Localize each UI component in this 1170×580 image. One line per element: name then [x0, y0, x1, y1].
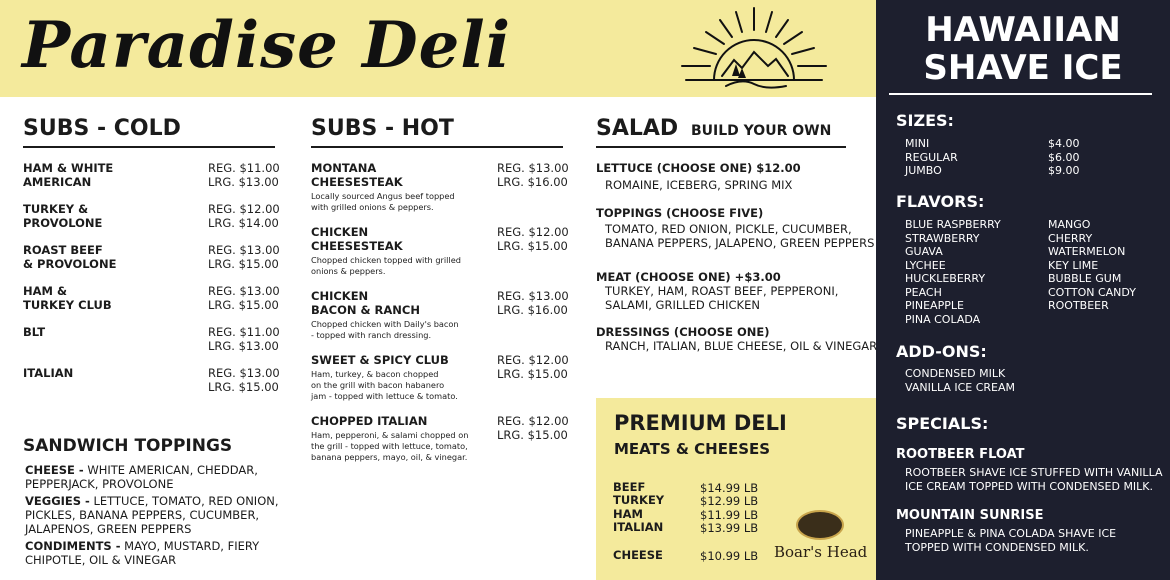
hot-item-reg-price: REG. $12.00	[497, 414, 569, 428]
cold-item-name: BLT	[23, 325, 46, 339]
salad-section-title: LETTUCE (CHOOSE ONE) $12.00	[596, 161, 801, 175]
cold-item-reg-price: REG. $11.00	[208, 325, 280, 339]
subs-cold-heading: SUBS - COLD	[23, 116, 181, 141]
deli-item-price: $11.99 LB	[700, 508, 759, 522]
specials-heading: SPECIALS:	[896, 414, 989, 433]
hot-item-name: CHOPPED ITALIAN	[311, 414, 428, 428]
hot-item-name: CHICKEN	[311, 289, 369, 303]
cold-item-lrg-price: LRG. $15.00	[208, 257, 279, 271]
salad-section-title: MEAT (CHOOSE ONE) +$3.00	[596, 270, 781, 284]
deli-item-name: TURKEY	[613, 493, 665, 507]
hot-item-reg-price: REG. $13.00	[497, 289, 569, 303]
sandwich-toppings-heading: SANDWICH TOPPINGS	[23, 436, 233, 456]
flavor-item: WATERMELON	[1048, 245, 1126, 258]
salad-section-text: ROMAINE, ICEBERG, SPRING MIX	[605, 178, 793, 192]
cold-item-reg-price: REG. $13.00	[208, 243, 280, 257]
special-name: MOUNTAIN SUNRISE	[896, 508, 1044, 523]
flavor-item: KEY LIME	[1048, 259, 1099, 272]
salad-subheading: BUILD YOUR OWN	[691, 123, 832, 139]
hot-item-description: Ham, pepperoni, & salami chopped on	[311, 430, 469, 440]
veggies-list-cont: PICKLES, BANANA PEPPERS, CUCUMBER,	[25, 508, 260, 522]
veggies-list-cont: JALAPENOS, GREEN PEPPERS	[25, 522, 192, 536]
flavor-item: HUCKLEBERRY	[905, 272, 986, 285]
hot-item-lrg-price: LRG. $16.00	[497, 303, 568, 317]
addon-item: VANILLA ICE CREAM	[905, 381, 1016, 394]
hot-item-description: on the grill with bacon habanero	[311, 380, 445, 390]
special-name: ROOTBEER FLOAT	[896, 447, 1025, 462]
hot-item-name: BACON & RANCH	[311, 303, 420, 317]
cold-item-reg-price: REG. $13.00	[208, 284, 280, 298]
cold-item-reg-price: REG. $12.00	[208, 202, 280, 216]
hot-item-reg-price: REG. $12.00	[497, 225, 569, 239]
special-description: PINEAPPLE & PINA COLADA SHAVE ICE	[905, 527, 1117, 540]
flavor-item: BLUE RASPBERRY	[905, 218, 1001, 231]
shave-ice-divider	[889, 93, 1152, 95]
hot-item-description: the grill - topped with lettuce, tomato,	[311, 441, 468, 451]
size-name: JUMBO	[905, 164, 942, 177]
size-price: $6.00	[1048, 151, 1080, 164]
hot-item-reg-price: REG. $12.00	[497, 353, 569, 367]
cold-item-lrg-price: LRG. $14.00	[208, 216, 279, 230]
salad-section-title: DRESSINGS (CHOOSE ONE)	[596, 325, 770, 339]
hot-item-name: SWEET & SPICY CLUB	[311, 353, 449, 367]
deli-item-name: ITALIAN	[613, 520, 664, 534]
cold-item-name: TURKEY CLUB	[23, 298, 112, 312]
hot-item-description: Chopped chicken topped with grilled	[311, 255, 461, 265]
flavor-item: STRAWBERRY	[905, 232, 980, 245]
cold-item-name: HAM & WHITE	[23, 161, 114, 175]
deli-item-name: HAM	[613, 507, 643, 521]
cold-item-lrg-price: LRG. $13.00	[208, 339, 279, 353]
hot-item-description: Ham, turkey, & bacon chopped	[311, 369, 439, 379]
hot-item-lrg-price: LRG. $16.00	[497, 175, 568, 189]
flavor-item: PEACH	[905, 286, 942, 299]
hot-item-name: CHEESESTEAK	[311, 239, 403, 253]
special-description: ROOTBEER SHAVE ICE STUFFED WITH VANILLA	[905, 466, 1163, 479]
flavor-item: LYCHEE	[905, 259, 946, 272]
condiments-list-cont: CHIPOTLE, OIL & VINEGAR	[25, 553, 177, 567]
special-description: ICE CREAM TOPPED WITH CONDENSED MILK.	[905, 480, 1154, 493]
cold-item-name: ROAST BEEF	[23, 243, 103, 257]
condiments-label: CONDIMENTS -	[25, 539, 121, 553]
veggies-toppings	[25, 494, 279, 508]
cold-item-name: AMERICAN	[23, 175, 92, 189]
hot-item-name: CHEESESTEAK	[311, 175, 403, 189]
hot-item-description: Locally sourced Angus beef topped	[311, 191, 455, 201]
cold-item-reg-price: REG. $13.00	[208, 366, 280, 380]
deli-item-price: $12.99 LB	[700, 494, 759, 508]
subs-cold-divider	[23, 146, 275, 148]
addons-heading: ADD-ONS:	[896, 342, 987, 361]
addon-item: CONDENSED MILK	[905, 367, 1006, 380]
veggies-label: VEGGIES -	[25, 494, 90, 508]
flavor-item: CHERRY	[1048, 232, 1093, 245]
flavor-item: GUAVA	[905, 245, 943, 258]
flavor-item: COTTON CANDY	[1048, 286, 1136, 299]
size-name: MINI	[905, 137, 930, 150]
cold-item-name: TURKEY &	[23, 202, 89, 216]
special-description: TOPPED WITH CONDENSED MILK.	[905, 541, 1089, 554]
hot-item-reg-price: REG. $13.00	[497, 161, 569, 175]
cheese-list: WHITE AMERICAN, CHEDDAR,	[83, 463, 258, 477]
hot-item-name: CHICKEN	[311, 225, 369, 239]
cheese-label: CHEESE -	[25, 463, 84, 477]
cold-item-name: ITALIAN	[23, 366, 74, 380]
cheese-list-cont: PEPPERJACK, PROVOLONE	[25, 477, 174, 491]
cold-item-name: HAM &	[23, 284, 68, 298]
sizes-heading: SIZES:	[896, 111, 954, 130]
hot-item-description: Chopped chicken with Daily's bacon	[311, 319, 459, 329]
salad-section-title: TOPPINGS (CHOOSE FIVE)	[596, 206, 764, 220]
deli-item-name: CHEESE	[613, 548, 663, 562]
salad-section-text: TURKEY, HAM, ROAST BEEF, PEPPERONI,	[605, 284, 839, 298]
salad-heading: SALAD	[596, 116, 679, 141]
hot-item-name: MONTANA	[311, 161, 377, 175]
cheese-toppings	[25, 463, 258, 477]
boars-head-logo-icon	[796, 510, 844, 540]
shave-ice-title: HAWAIIAN	[925, 10, 1121, 50]
cold-item-reg-price: REG. $11.00	[208, 161, 280, 175]
condiments-toppings	[25, 539, 259, 553]
premium-deli-heading: PREMIUM DELI	[614, 411, 787, 435]
cold-item-name: & PROVOLONE	[23, 257, 117, 271]
salad-section-text: RANCH, ITALIAN, BLUE CHEESE, OIL & VINEGAR	[605, 339, 878, 353]
deli-item-price: $14.99 LB	[700, 481, 759, 495]
hot-item-lrg-price: LRG. $15.00	[497, 239, 568, 253]
subs-hot-heading: SUBS - HOT	[311, 116, 454, 141]
boars-head-brand: Boar's Head	[774, 543, 868, 561]
page-title: Paradise Deli	[22, 8, 511, 83]
hot-item-description: with grilled onions & peppers.	[311, 202, 434, 212]
flavor-item: PINEAPPLE	[905, 299, 964, 312]
size-price: $4.00	[1048, 137, 1080, 150]
cold-item-lrg-price: LRG. $13.00	[208, 175, 279, 189]
hot-item-description: banana peppers, mayo, oil, & vinegar.	[311, 452, 468, 462]
salad-section-text: SALAMI, GRILLED CHICKEN	[605, 298, 760, 312]
premium-deli-subheading: MEATS & CHEESES	[614, 440, 771, 458]
deli-item-name: BEEF	[613, 480, 646, 494]
subs-hot-divider	[311, 146, 563, 148]
veggies-list: LETTUCE, TOMATO, RED ONION,	[89, 494, 279, 508]
condiments-list: MAYO, MUSTARD, FIERY	[120, 539, 260, 553]
hot-item-description: onions & peppers.	[311, 266, 386, 276]
shave-ice-title: SHAVE ICE	[923, 48, 1123, 88]
flavors-heading: FLAVORS:	[896, 192, 985, 211]
salad-divider	[596, 146, 846, 148]
size-name: REGULAR	[905, 151, 958, 164]
hot-item-description: jam - topped with lettuce & tomato.	[311, 391, 458, 401]
cold-item-name: PROVOLONE	[23, 216, 103, 230]
flavor-item: ROOTBEER	[1048, 299, 1109, 312]
salad-section-text: BANANA PEPPERS, JALAPENO, GREEN PEPPERS	[605, 236, 875, 250]
salad-section-text: TOMATO, RED ONION, PICKLE, CUCUMBER,	[605, 222, 852, 236]
hot-item-description: - topped with ranch dressing.	[311, 330, 432, 340]
flavor-item: BUBBLE GUM	[1048, 272, 1122, 285]
flavor-item: PINA COLADA	[905, 313, 981, 326]
hot-item-lrg-price: LRG. $15.00	[497, 428, 568, 442]
cold-item-lrg-price: LRG. $15.00	[208, 380, 279, 394]
size-price: $9.00	[1048, 164, 1080, 177]
hot-item-lrg-price: LRG. $15.00	[497, 367, 568, 381]
cold-item-lrg-price: LRG. $15.00	[208, 298, 279, 312]
mountain-sunrise-logo-icon	[676, 4, 832, 94]
deli-item-price: $10.99 LB	[700, 549, 759, 563]
deli-item-price: $13.99 LB	[700, 521, 759, 535]
flavor-item: MANGO	[1048, 218, 1091, 231]
